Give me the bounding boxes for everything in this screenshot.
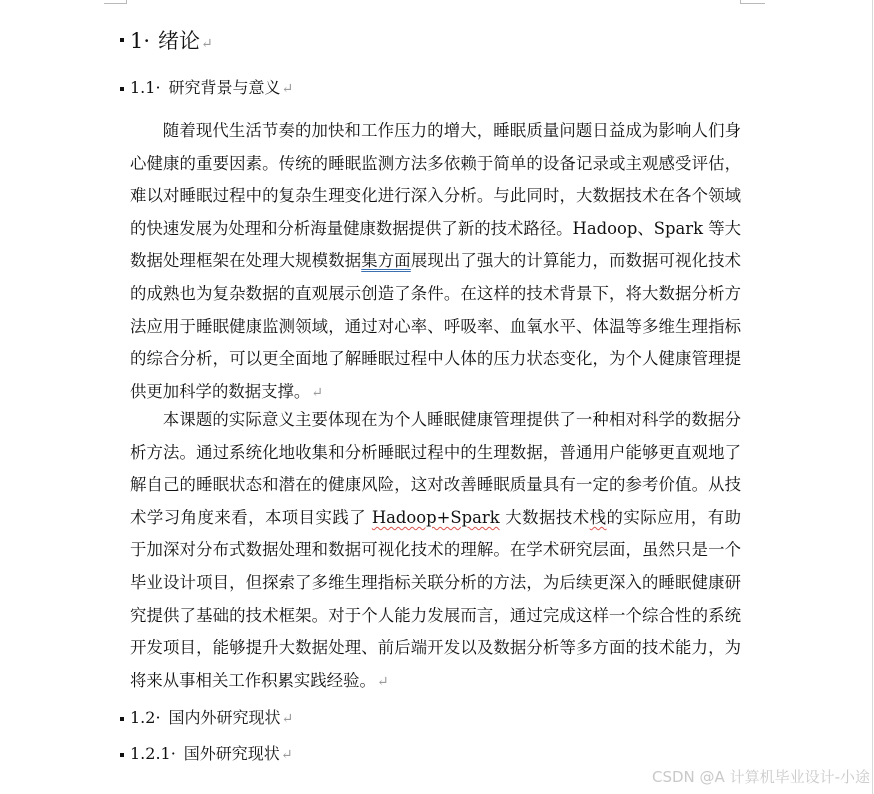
heading-1-2-text: 国内外研究现状 [168,708,281,727]
heading-1-number: 1· [130,29,151,53]
right-crop-mark [740,0,765,4]
heading-1-1-number: 1.1· [130,78,161,97]
heading-1-text: 绪论 [158,29,201,53]
heading-1-2[interactable] [120,706,293,731]
paragraph-2-part-2: 的实际应用，有助于加深对分布式数据处理和数据可视化技术的理解。在学术研究层面，虽然只是一个毕业设计项目，但探索了多维生理指标关联分析的方法，为后续更深入的睡眠健康研究提供了基础的技术框架。对于个人能力发展而言，通过完成这样一个综合性的系统开发项目，能够提升大数据处理、前后端开发以及数据分析等多方面的技术能力，为将来从事相关工作积累实践经验。 [130,507,741,690]
watermark: CSDN @A 计算机毕业设计-小途 [652,768,870,786]
left-crop-mark [104,0,127,4]
paragraph-mark-icon: ↵ [311,384,324,401]
heading-1-2-1-text: 国外研究现状 [183,744,280,763]
paragraph-mark-icon: ↵ [281,81,294,97]
heading-1[interactable] [120,27,213,58]
paragraph-background[interactable] [130,115,741,409]
paragraph-mark-icon: ↵ [281,711,294,727]
heading-marker-icon [120,87,124,91]
grammar-flag-text[interactable]: 集方面 [361,251,411,271]
heading-1-1[interactable] [120,76,293,101]
heading-marker-icon [120,717,124,721]
spelling-flag-text[interactable]: Hadoop+Spark [371,507,500,527]
paragraph-mark-icon: ↵ [376,673,389,690]
paragraph-mark-icon: ↵ [201,36,213,52]
heading-marker-icon [120,38,124,42]
paragraph-2-part-1: 本课题的实际意义主要体现在为个人睡眠健康管理提供了一种相对科学的数据分析方法。通过系统化地收集和分析睡眠过程中的生理数据，普通用户能够更直观地了解自己的睡眠状态和潜在的健康风险，这对改善睡眠质量具有一定的参考价值。从技术学习角度来看，本项目实践了 [130,410,741,527]
paragraph-1-part-1: 随着现代生活节奏的加快和工作压力的增大，睡眠质量问题日益成为影响人们身心健康的重要因素。传统的睡眠监测方法多依赖于简单的设备记录或主观感受评估，难以对睡眠过程中的复杂生理变化进行深入分析。与此同时，大数据技术在各个领域的快速发展为处理和分析海量健康数据提供了新的技术路径。Hadoop、Spark 等大数据处理框架在处理大规模数据 [130,121,741,271]
page-edge [872,0,873,794]
paragraph-2-mid: 大数据技术 [499,507,590,527]
heading-1-2-1-number: 1.2.1· [130,744,176,763]
heading-1-1-text: 研究背景与意义 [168,78,281,97]
paragraph-mark-icon: ↵ [280,747,293,763]
heading-1-2-1[interactable] [120,742,293,767]
paragraph-significance[interactable] [130,404,741,698]
heading-marker-icon [120,753,124,757]
paragraph-1-part-2: 展现出了强大的计算能力，而数据可视化技术的成熟也为复杂数据的直观展示创造了条件。在这样的技术背景下，将大数据分析方法应用于睡眠健康监测领域，通过对心率、呼吸率、血氧水平、体温等多维生理指标的综合分析，可以更全面地了解睡眠过程中人体的压力状态变化，为个人健康管理提供更加科学的数据支撑。 [130,251,742,401]
spelling-flag-text[interactable]: 栈 [589,507,607,527]
heading-1-2-number: 1.2· [130,708,161,727]
